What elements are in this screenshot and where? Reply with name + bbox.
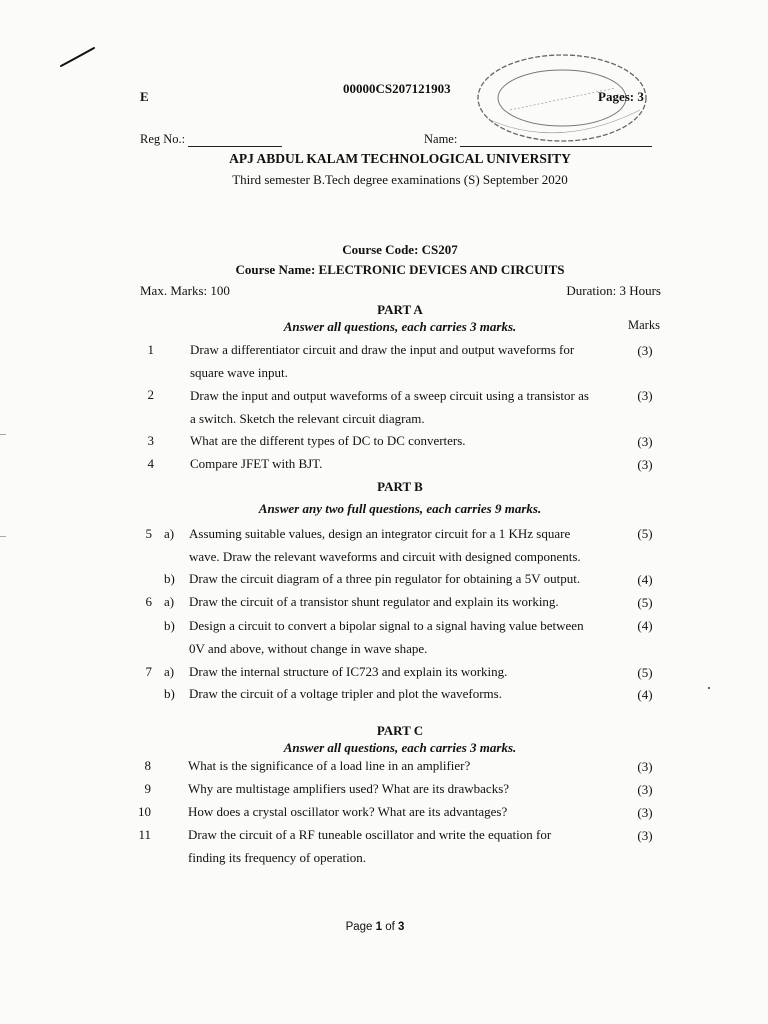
question-marks: (4) [637, 687, 653, 702]
question-marks: (5) [637, 595, 653, 610]
part-a-instruction: Answer all questions, each carries 3 marks. [283, 319, 517, 334]
question-subpart: b) [164, 686, 175, 701]
page-total: 3 [398, 921, 405, 933]
paper-code: 00000CS207121903 [343, 81, 451, 96]
question-line: Draw the circuit of a voltage tripler and plot the waveforms. [189, 686, 502, 701]
question-number: 10 [138, 804, 151, 819]
part-b-instruction: Answer any two full questions, each carries 9 marks. [258, 501, 542, 516]
question-number: 6 [145, 594, 152, 609]
page-footer [300, 921, 450, 933]
question-line: Draw the internal structure of IC723 and explain its working. [189, 664, 508, 679]
pages-count: Pages: 3 [598, 89, 644, 104]
scan-speck [0, 536, 6, 537]
course-code: Course Code: CS207 [342, 242, 458, 257]
question-line: What is the significance of a load line in an amplifier? [188, 758, 471, 773]
part-b-title: PART B [377, 479, 423, 494]
question-line: Draw the circuit of a RF tuneable oscillator and write the equation for [188, 827, 552, 842]
question-marks: (3) [637, 828, 653, 843]
question-marks: (3) [637, 457, 653, 472]
question-number: 3 [147, 433, 154, 448]
question-line: 0V and above, without change in wave shape. [189, 641, 428, 656]
name-blank [460, 146, 652, 147]
question-marks: (3) [637, 388, 653, 403]
university-name: APJ ABDUL KALAM TECHNOLOGICAL UNIVERSITY [229, 151, 571, 166]
question-marks: (3) [637, 805, 653, 820]
question-marks: (3) [637, 343, 653, 358]
question-number: 2 [147, 387, 154, 402]
course-name: Course Name: ELECTRONIC DEVICES AND CIRCUITS [235, 262, 565, 277]
question-number: 8 [144, 758, 151, 773]
question-number: 9 [144, 781, 151, 796]
reg-no-label: Reg No.: [140, 132, 186, 146]
question-line: a switch. Sketch the relevant circuit diagram. [190, 411, 425, 426]
question-line: Draw the input and output waveforms of a sweep circuit using a transistor as [190, 388, 589, 403]
question-number: 5 [145, 526, 152, 541]
question-subpart: a) [164, 594, 175, 609]
question-line: Assuming suitable values, design an integrator circuit for a 1 KHz square [189, 526, 571, 541]
question-subpart: b) [164, 571, 175, 586]
question-line: How does a crystal oscillator work? What are its advantages? [188, 804, 508, 819]
scan-speck [0, 434, 6, 435]
question-line: wave. Draw the relevant waveforms and circuit with designed components. [189, 549, 581, 564]
question-line: Draw the circuit diagram of a three pin regulator for obtaining a 5V output. [189, 571, 581, 586]
question-line: Draw a differentiator circuit and draw the input and output waveforms for [190, 342, 575, 357]
question-line: Compare JFET with BJT. [190, 456, 323, 471]
question-number: 1 [147, 342, 154, 357]
exam-title: Third semester B.Tech degree examinations (S) September 2020 [232, 172, 568, 187]
part-c-title: PART C [376, 723, 424, 738]
question-subpart: a) [164, 526, 175, 541]
question-line: Design a circuit to convert a bipolar signal to a signal having value between [189, 618, 584, 633]
page-prefix: Page [345, 921, 376, 933]
duration: Duration: 3 Hours [566, 283, 661, 298]
pen-tick-mark [58, 44, 98, 70]
question-marks: (4) [637, 618, 653, 633]
question-line: finding its frequency of operation. [188, 850, 366, 865]
part-c-instruction: Answer all questions, each carries 3 marks. [283, 740, 517, 755]
question-line: Why are multistage amplifiers used? What are its drawbacks? [188, 781, 510, 796]
question-marks: (5) [637, 665, 653, 680]
reg-no-blank [188, 146, 282, 147]
question-number: 7 [145, 664, 152, 679]
question-marks: (3) [637, 434, 653, 449]
page-number: 1 [375, 921, 383, 933]
question-line: square wave input. [190, 365, 288, 380]
question-subpart: a) [164, 664, 175, 679]
question-marks: (4) [637, 572, 653, 587]
scan-speck [708, 687, 710, 689]
question-marks: (5) [637, 526, 653, 541]
max-marks: Max. Marks: 100 [140, 283, 230, 298]
question-number: 11 [138, 827, 151, 842]
name-label: Name: [424, 132, 458, 146]
question-marks: (3) [637, 759, 653, 774]
question-line: Draw the circuit of a transistor shunt regulator and explain its working. [189, 594, 559, 609]
question-marks: (3) [637, 782, 653, 797]
set-letter: E [140, 89, 149, 104]
marks-column-header: Marks [628, 318, 660, 332]
page-mid: of [382, 921, 399, 933]
question-line: What are the different types of DC to DC converters. [190, 433, 466, 448]
part-a-title: PART A [377, 302, 423, 317]
question-number: 4 [147, 456, 154, 471]
question-subpart: b) [164, 618, 175, 633]
